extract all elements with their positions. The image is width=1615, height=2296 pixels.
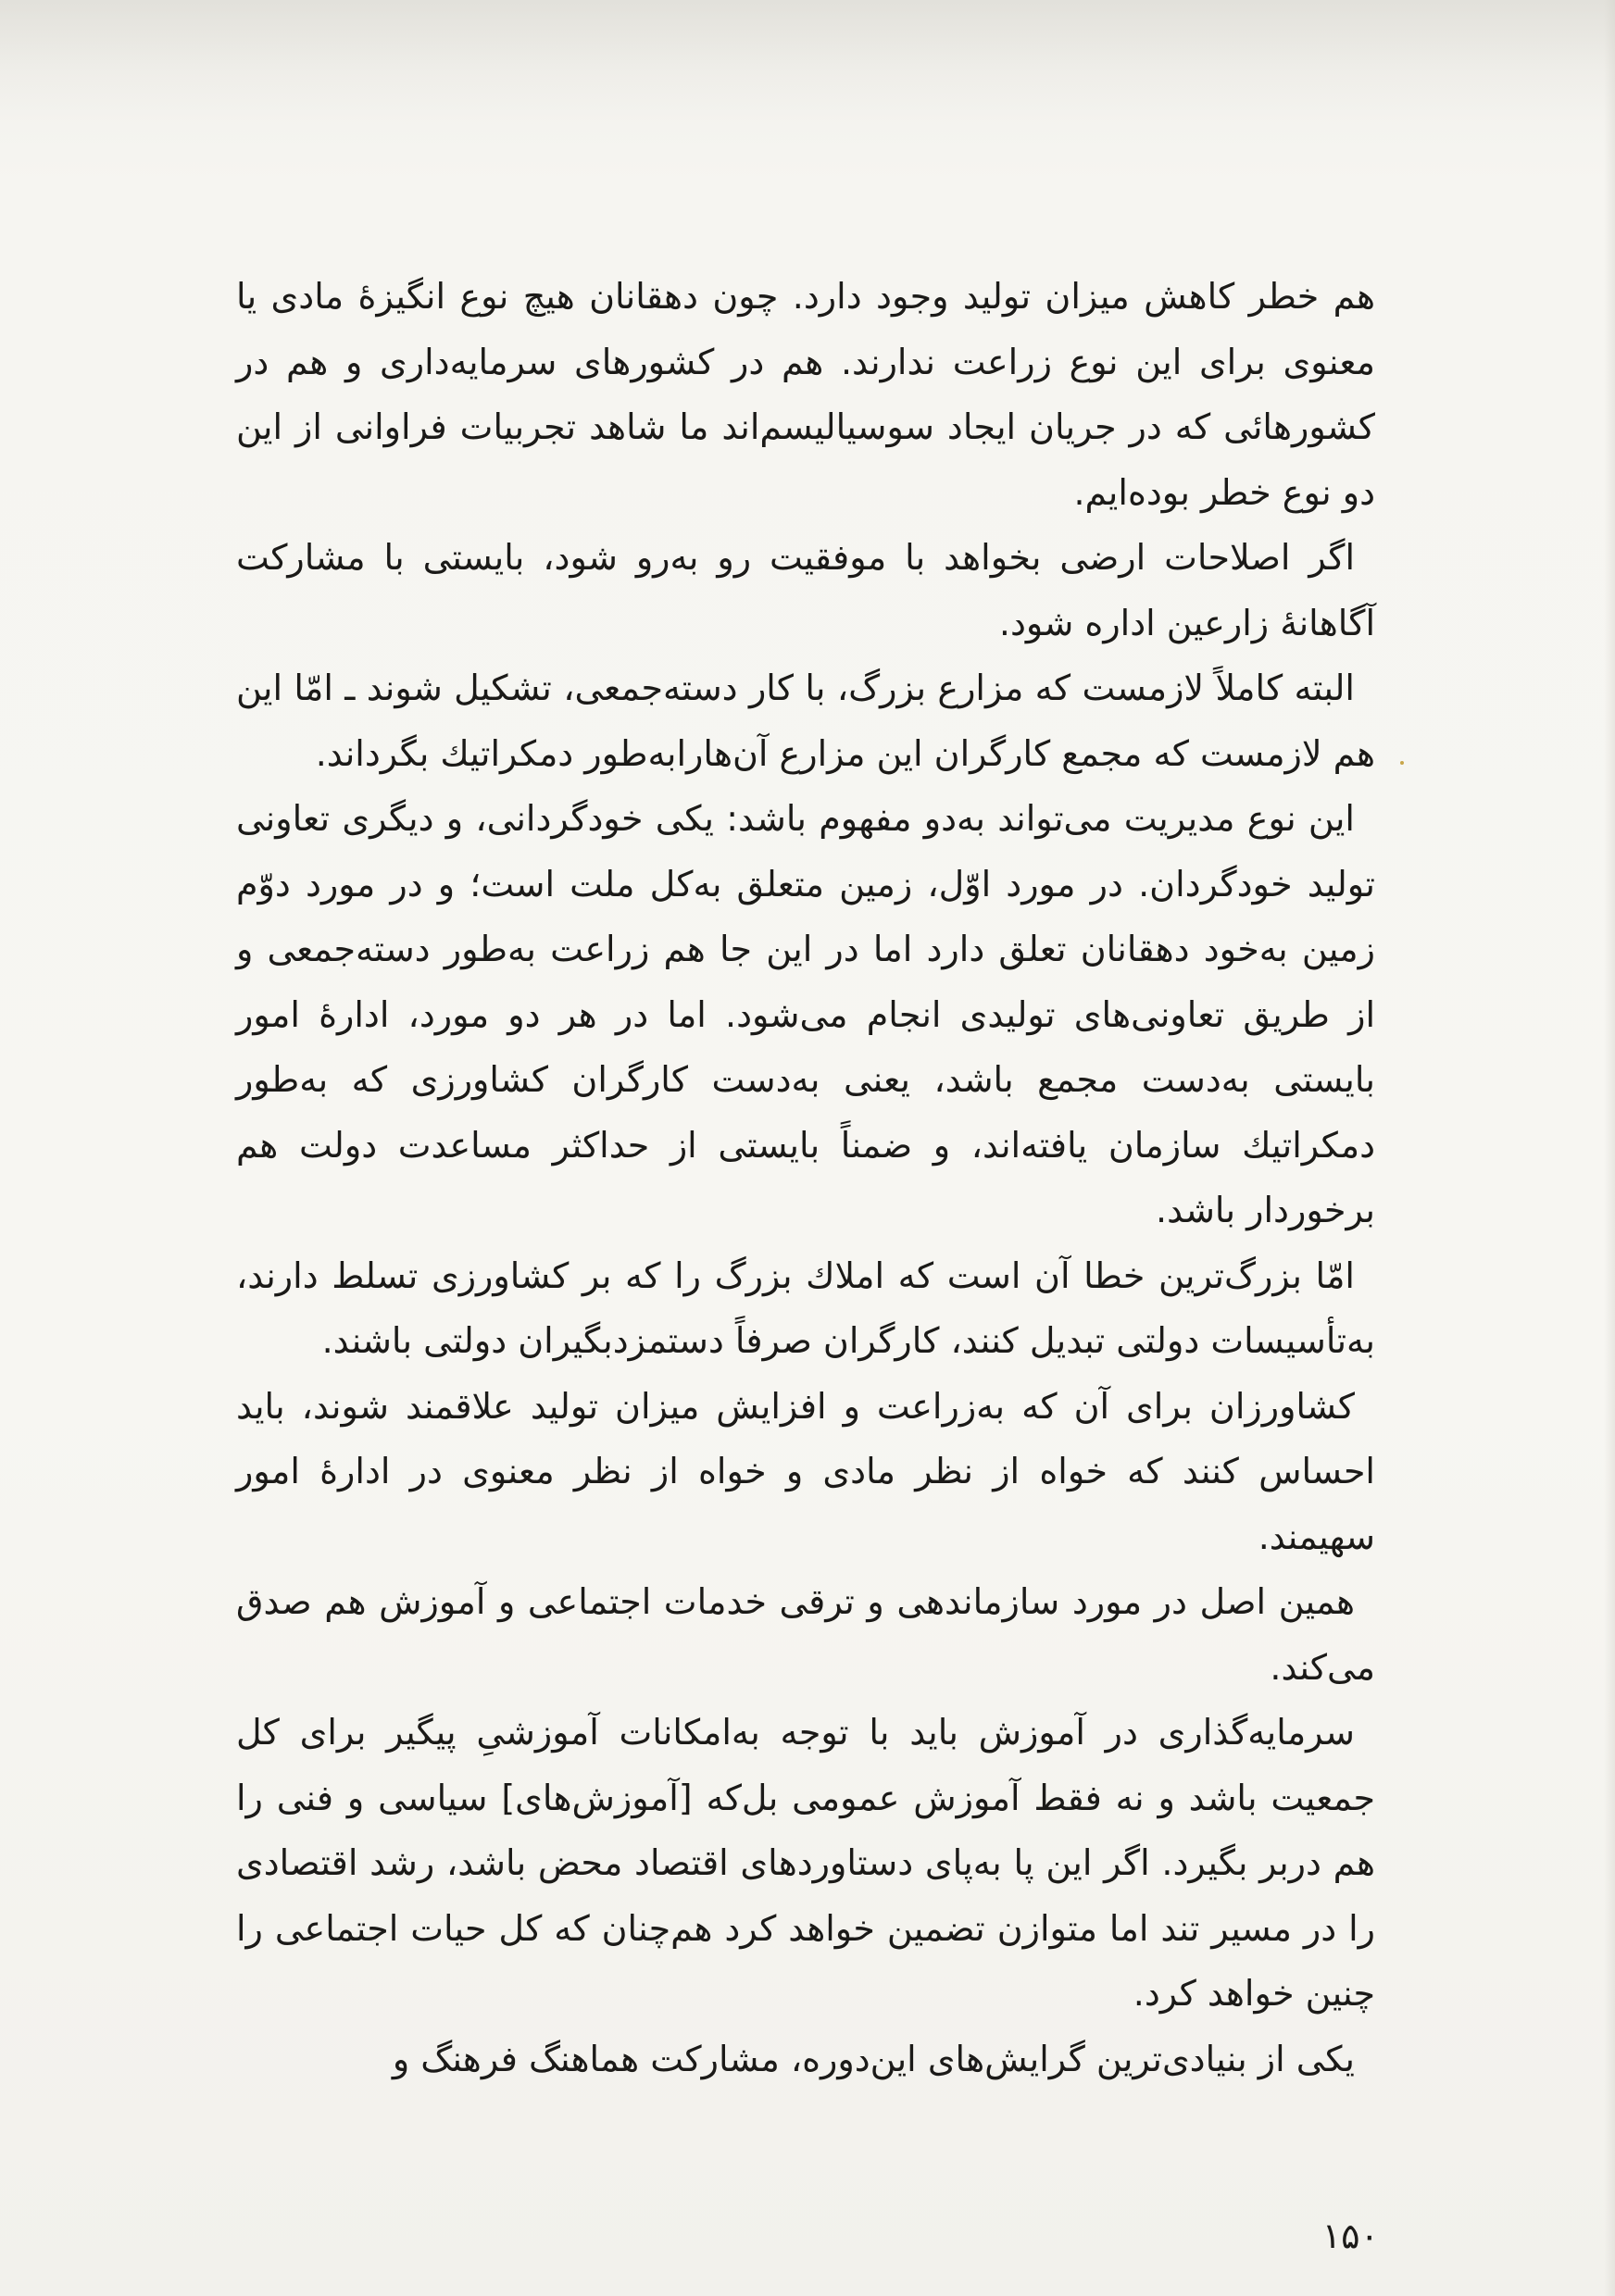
paragraph: اگر اصلاحات ارضی بخواهد با موفقیت رو به‌رو شود، بایستی با مشارکت آگاهانهٔ زارعین اداره شود. bbox=[236, 537, 1375, 643]
paragraph: امّا بزرگ‌ترین خطا آن است که املاك بزرگ را که بر کشاورزی تسلط دارند، به‌تأسیسات دولتی تبدیل کنند، کارگران صرفاً دستمزدبگیران دولتی باشند. bbox=[236, 1254, 1375, 1361]
page-number: ۱۵۰ bbox=[1321, 2215, 1379, 2256]
paragraph: همین اصل در مورد سازماندهی و ترقی خدمات اجتماعی و آموزش هم صدق می‌کند. bbox=[236, 1581, 1375, 1688]
paragraph: هم خطر کاهش میزان تولید وجود دارد. چون دهقانان هیچ نوع انگیزهٔ مادی یا معنوی برای این نوع زراعت ندارند. هم در کشورهای سرمایه‌داری و هم در کشورهائی که در جریان ایجاد سوسیالیسم‌اند ما شاهد تجربیات فراوانی از این دو نوع خطر بوده‌ایم. bbox=[236, 276, 1375, 513]
scan-top-shadow bbox=[0, 0, 1615, 120]
paragraph: البته کاملاً لازمست که مزارع بزرگ، با کار دسته‌جمعی، تشکیل شوند ـ امّا این هم لازمست که مجمع کارگران این مزارع آن‌هارابه‌طور دمکراتیك بگرداند. bbox=[236, 668, 1375, 774]
scan-right-edge bbox=[1604, 0, 1615, 2296]
paragraph: یکی از بنیادی‌ترین گرایش‌های این‌دوره، مشارکت هماهنگ فرهنگ و bbox=[392, 2038, 1355, 2079]
paragraph: سرمایه‌گذاری در آموزش باید با توجه به‌امکانات آموزشیِ پیگیر برای کل جمعیت باشد و نه فقط آموزش عمومی بل‌که [آموزش‌های] سیاسی و فنی را هم دربر بگیرد. اگر این پا به‌پای دستاوردهای اقتصاد محض باشد، رشد اقتصادی را در مسیر تند اما متوازن تضمین خواهد کرد هم‌چنان که کل حیات اجتماعی را چنین خواهد کرد. bbox=[236, 1712, 1375, 2014]
paragraph: کشاورزان برای آن که به‌زراعت و افزایش میزان تولید علاقمند شوند، باید احساس کنند که خواه از نظر مادی و خواه از نظر معنوی در ادارهٔ امور سهیمند. bbox=[236, 1385, 1375, 1557]
scan-speck bbox=[1400, 761, 1404, 765]
body-text bbox=[236, 264, 1375, 2162]
paragraph: این نوع مدیریت می‌تواند به‌دو مفهوم باشد: یکی خودگردانی، و دیگری تعاونی تولید خودگردان. در مورد اوّل، زمین متعلق به‌کل ملت است؛ و در مورد دوّم زمین به‌خود دهقانان تعلق دارد اما در این جا هم زراعت به‌طور دسته‌جمعی و از طریق تعاونی‌های تولیدی انجام می‌شود. اما در هر دو مورد، ادارهٔ امور بایستی به‌دست مجمع باشد، یعنی به‌دست کارگران کشاورزی که به‌طور دمکراتیك سازمان یافته‌اند، و ضمناً بایستی از حداکثر مساعدت دولت هم برخوردار باشد. bbox=[236, 798, 1375, 1230]
